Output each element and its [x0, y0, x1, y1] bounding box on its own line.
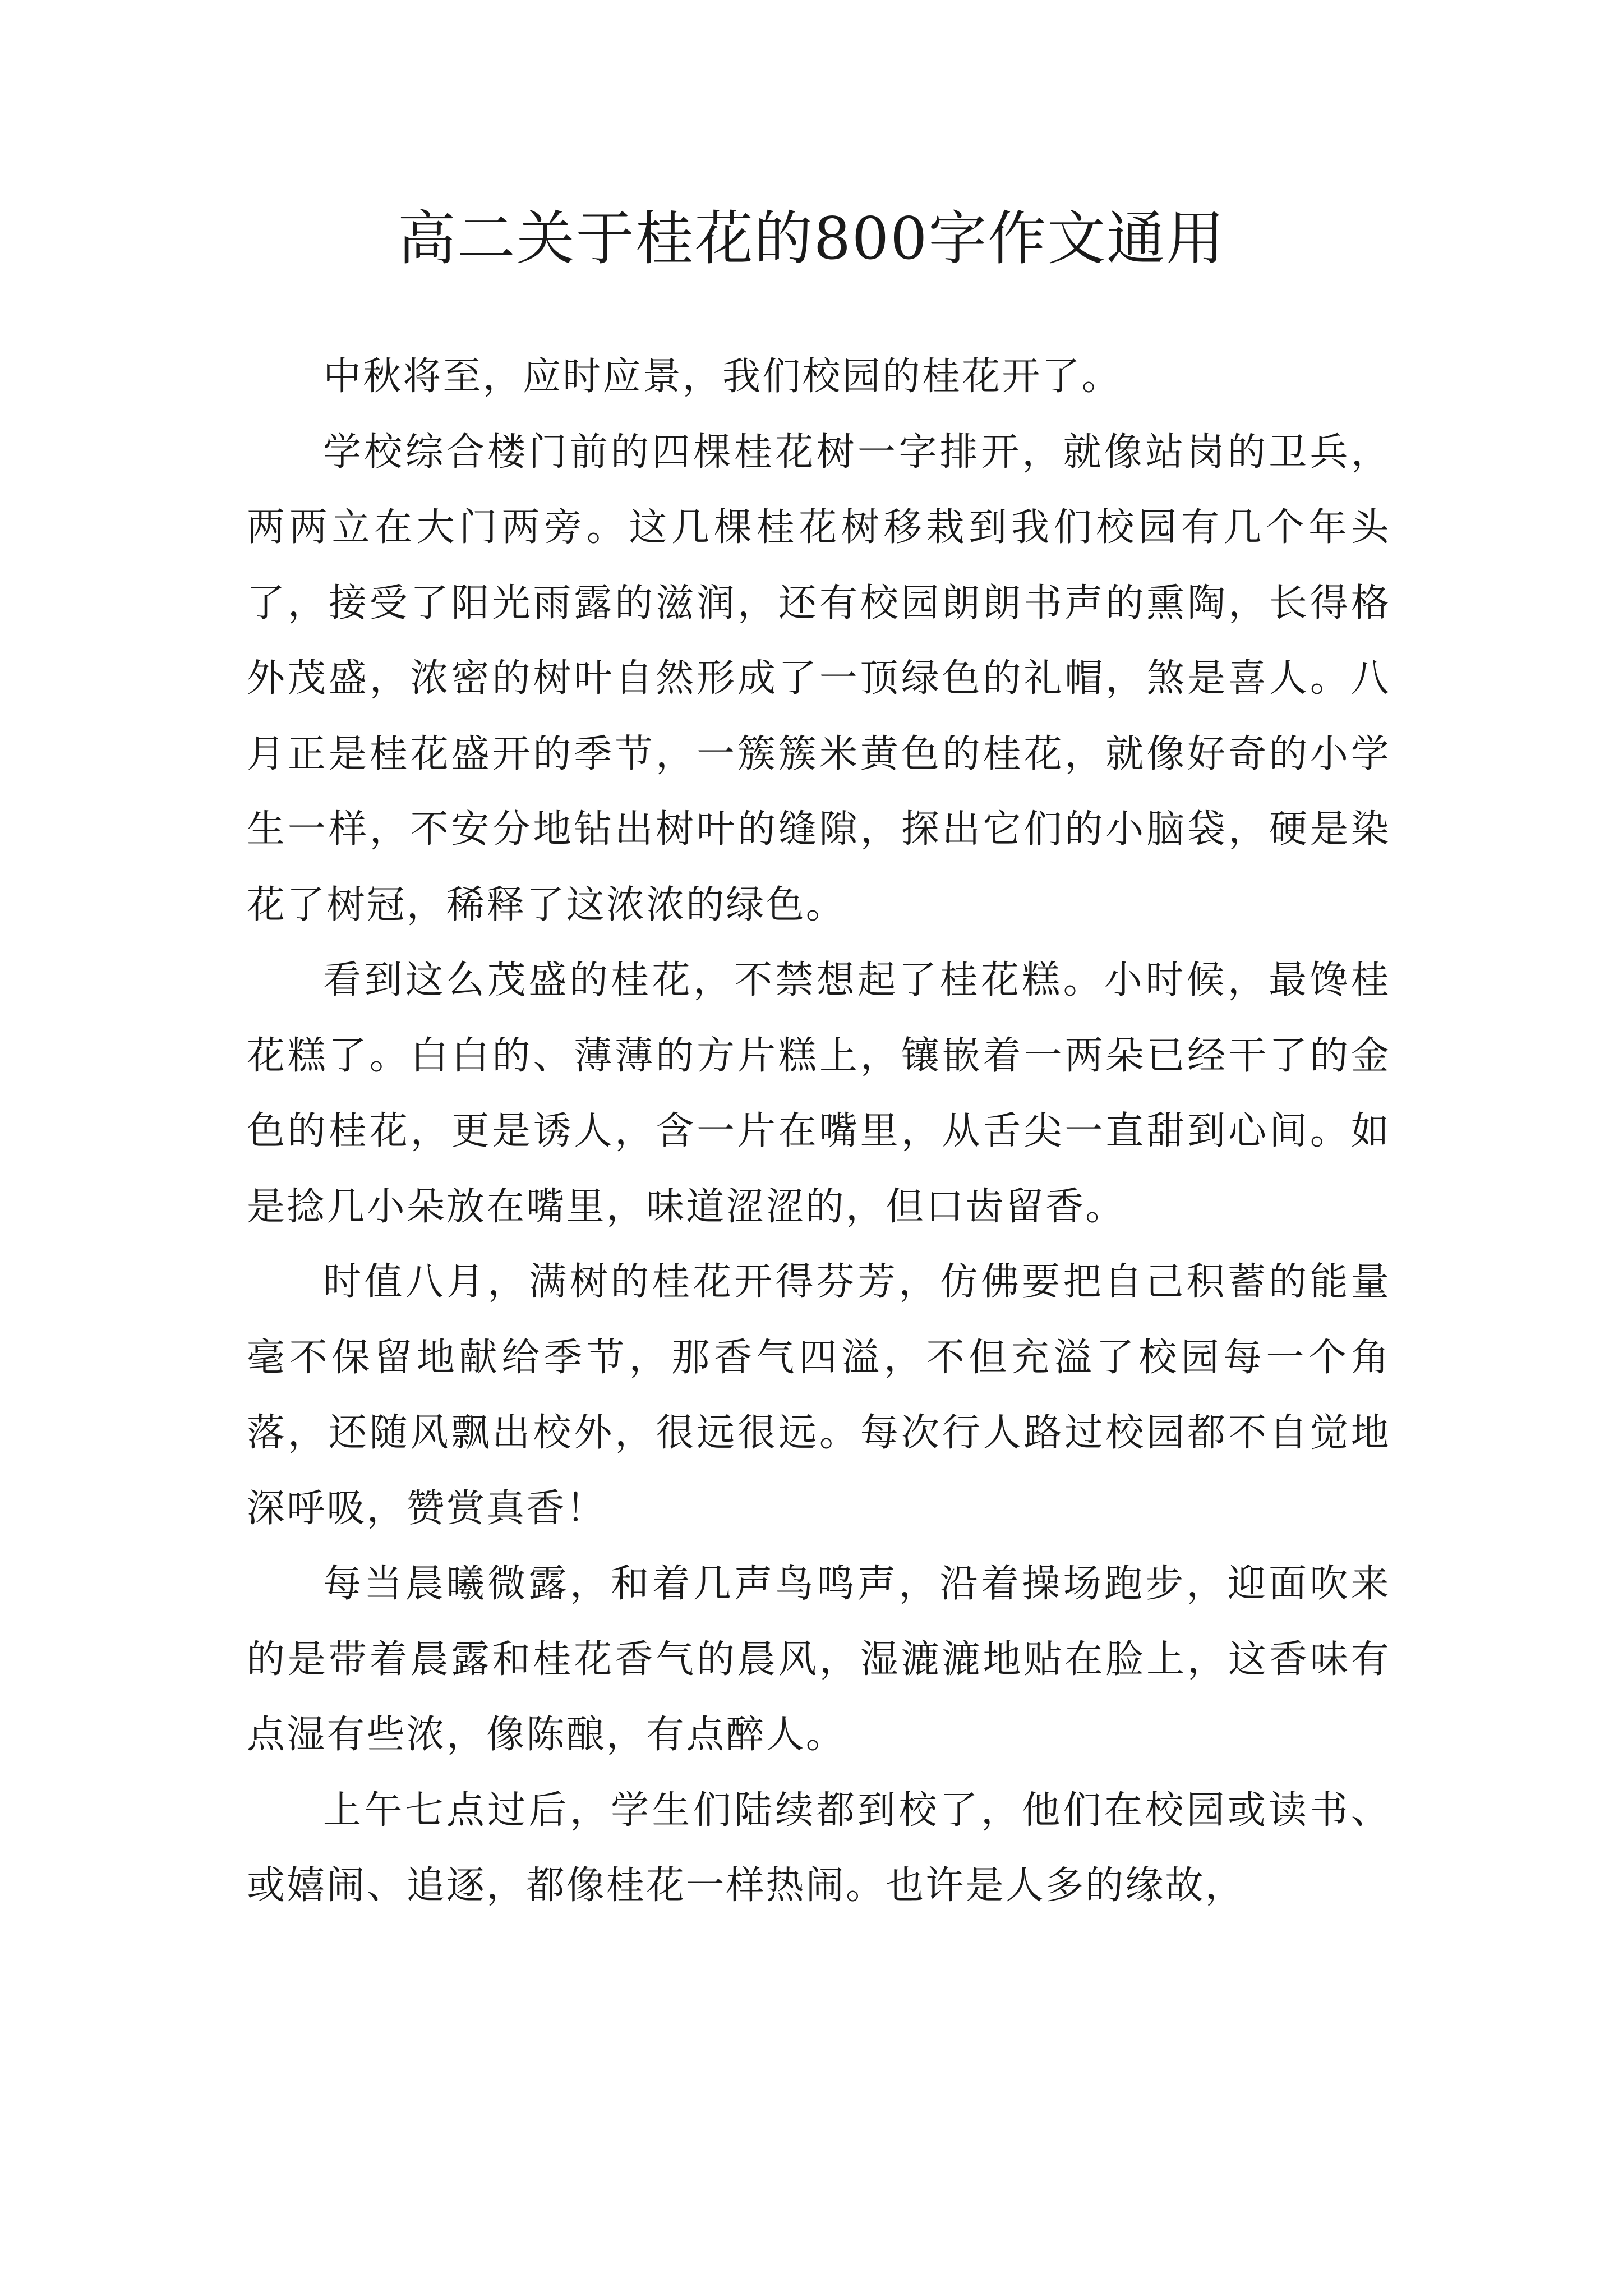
paragraph: 学校综合楼门前的四棵桂花树一字排开，就像站岗的卫兵，两两立在大门两旁。这几棵桂花树移栽到我们校园有几个年头了，接受了阳光雨露的滋润，还有校园朗朗书声的熏陶，长得格外茂盛，浓密的树叶自然形成了一顶绿色的礼帽，煞是喜人。八月正是桂花盛开的季节，一簇簇米黄色的桂花，就像好奇的小学生一样，不安分地钻出树叶的缝隙，探出它们的小脑袋，硬是染花了树冠，稀释了这浓浓的绿色。	[247, 430, 1391, 927]
paragraph: 每当晨曦微露，和着几声鸟鸣声，沿着操场跑步，迎面吹来的是带着晨露和桂花香气的晨风，湿漉漉地贴在脸上，这香味有点湿有些浓，像陈酿，有点醉人。	[247, 1562, 1391, 1757]
paragraph: 时值八月，满树的桂花开得芬芳，仿佛要把自己积蓄的能量毫不保留地献给季节，那香气四溢，不但充溢了校园每一个角落，还随风飘出校外，很远很远。每次行人路过校园都不自觉地深呼吸，赞赏真香！	[247, 1260, 1391, 1531]
paragraph: 上午七点过后，学生们陆续都到校了，他们在校园或读书、或嬉闹、追逐，都像桂花一样热闹。也许是人多的缘故，	[247, 1788, 1391, 1908]
paragraph: 中秋将至，应时应景，我们校园的桂花开了。	[323, 355, 1122, 399]
document-title: 高二关于桂花的800字作文通用	[397, 204, 1226, 273]
document-body	[247, 339, 1391, 1924]
paragraph: 看到这么茂盛的桂花，不禁想起了桂花糕。小时候，最馋桂花糕了。白白的、薄薄的方片糕上，镶嵌着一两朵已经干了的金色的桂花，更是诱人，含一片在嘴里，从舌尖一直甜到心间。如是捻几小朵放在嘴里，味道涩涩的，但口齿留香。	[247, 958, 1391, 1229]
